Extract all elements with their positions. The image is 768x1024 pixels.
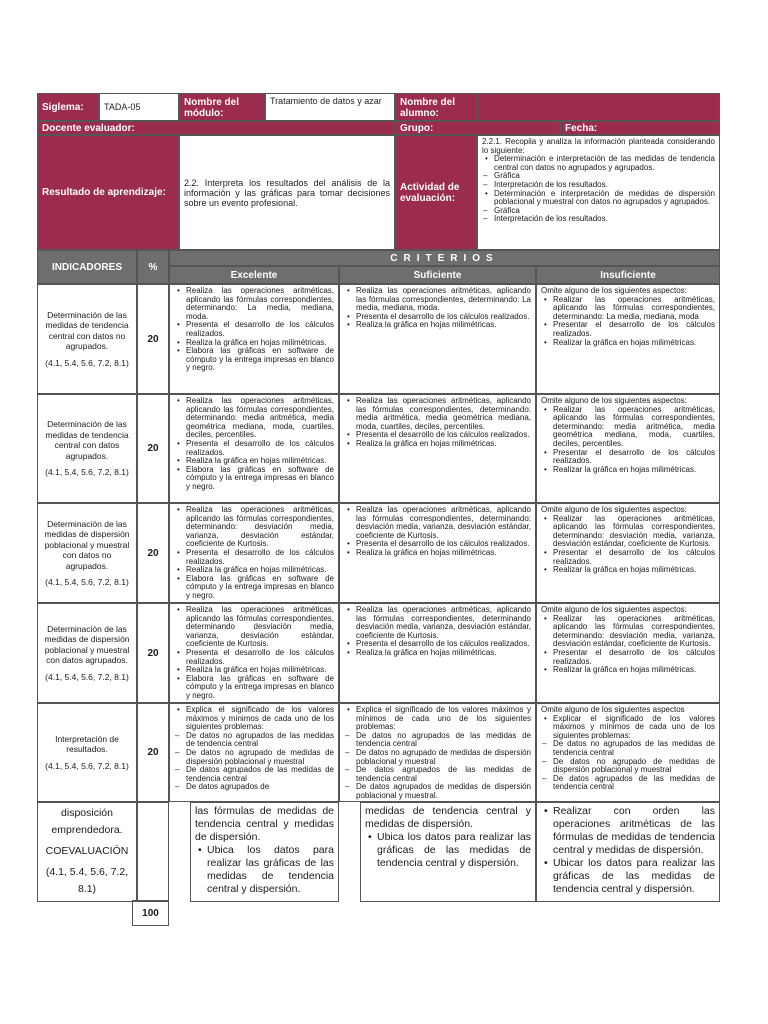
suficiente-list	[344, 506, 531, 558]
suficiente-item: – De datos no agrupado de medidas de dispersión poblacional y muestral	[356, 749, 531, 766]
fecha-label: Fecha:	[560, 121, 720, 135]
excelente-cell	[169, 284, 339, 394]
excelente-item: • Presenta el desarrollo de los cálculos realizados.	[186, 321, 334, 338]
indicator-cell	[37, 284, 137, 394]
final-insuficiente-list	[541, 805, 715, 896]
insuficiente-cell	[536, 394, 720, 503]
final-excelente-item: • Ubica los datos para realizar las gráficas de las medidas de tendencia central y dispersión.	[207, 844, 334, 896]
excelente-item: • Elabora las gráficas en software de cómputo y la entrega impresas en blanco y negro.	[186, 466, 334, 492]
insuficiente-lead: Omite alguno de los siguientes aspectos:	[541, 286, 687, 295]
indicator-code: (4.1, 5.4, 5.6, 7.2, 8.1)	[45, 671, 129, 682]
excelente-list	[174, 606, 334, 701]
percentage-cell: 20	[137, 603, 169, 703]
excelente-item: • Realiza la gráfica en hojas milimétricas.	[186, 666, 334, 675]
insuficiente-list	[541, 715, 715, 792]
total-percentage: 100	[132, 900, 169, 926]
insuficiente-item: • Realizar la gráfica en hojas milimétricas.	[553, 666, 715, 675]
excelente-list	[174, 397, 334, 492]
indicator-code: (4.1, 5.4, 5.6, 7.2, 8.1)	[45, 467, 129, 478]
alumno-value	[477, 93, 720, 121]
excelente-item: • Presenta el desarrollo de los cálculos realizados.	[186, 649, 334, 666]
insuficiente-list	[541, 406, 715, 475]
excelente-list	[174, 287, 334, 373]
insuficiente-item: • Realizar la gráfica en hojas milimétricas.	[553, 566, 715, 575]
resultado-label: Resultado de aprendizaje:	[37, 135, 179, 250]
suficiente-list	[344, 706, 531, 801]
final-insuficiente-item: • Ubicar los datos para realizar las gráficas de las medidas de tendencia central y dispersión.	[553, 857, 715, 896]
excelente-item: • Realiza las operaciones aritméticas, aplicando las fórmulas correspondientes, determinando: desviación media, varianza, desviación estándar, coeficiente de Kurtosis.	[186, 506, 334, 549]
resultado-text: 2.2. Interpreta los resultados del análisis de la información y las gráficas para tomar decisiones sobre un evento profesional.	[179, 135, 395, 250]
actividad-label: Actividad de evaluación:	[395, 135, 477, 250]
excelente-item: • Elabora las gráficas en software de cómputo y la entrega impresas en blanco y negro.	[186, 575, 334, 601]
insuficiente-list	[541, 515, 715, 575]
actividad-item: • Determinación e interpretación de medidas de dispersión poblacional y muestral con datos no agrupados y agrupados.	[494, 190, 715, 207]
excelente-cell	[169, 394, 339, 503]
actividad-lead: 2.2.1. Recopila y analiza la información planteada considerando lo siguiente:	[482, 137, 715, 155]
insuficiente-lead: Omite alguno de los siguientes aspectos:	[541, 396, 687, 405]
excelente-item: • Realiza la gráfica en hojas milimétricas.	[186, 566, 334, 575]
insuficiente-item: • Presentar el desarrollo de los cálculos realizados.	[553, 449, 715, 466]
suficiente-item: • Realiza las operaciones aritméticas, aplicando las fórmulas correspondientes, determinando: desviación media, varianza, desviación estándar, coeficiente de Kurtosis.	[356, 506, 531, 540]
excelente-item: – De datos agrupados de las medidas de tendencia central	[186, 766, 334, 783]
actividad-list	[482, 155, 715, 224]
excelente-item: • Presenta el desarrollo de los cálculos realizados.	[186, 549, 334, 566]
insuficiente-item: • Presentar el desarrollo de los cálculos realizados.	[553, 649, 715, 666]
suficiente-item: • Realiza la gráfica en hojas milimétricas.	[356, 440, 531, 449]
final-row-suficiente	[360, 802, 536, 902]
actividad-item: • Determinación e interpretación de las medidas de tendencia central con datos no agrupados y agrupados.	[494, 155, 715, 172]
insuficiente-item: – De datos agrupados de las medidas de tendencia central	[553, 775, 715, 792]
indicator-code: (4.1, 5.4, 5.6, 7.2, 8.1)	[45, 577, 129, 587]
excelente-item: • Elabora las gráficas en software de cómputo y la entrega impresas en blanco y negro.	[186, 347, 334, 373]
suficiente-item: • Presenta el desarrollo de los cálculos realizados.	[356, 431, 531, 440]
suficiente-item: • Presenta el desarrollo de los cálculos realizados.	[356, 640, 531, 649]
final-row-excelente	[190, 802, 339, 902]
final-indicator-line: 8.1)	[77, 883, 97, 895]
actividad-item: – Interpretación de los resultados.	[494, 215, 715, 224]
suficiente-cell	[339, 703, 536, 802]
final-suficiente-item: • Ubica los datos para realizar las gráficas de las medidas de tendencia central y dispersión.	[377, 831, 531, 870]
indicator-cell	[37, 394, 137, 503]
insuficiente-list	[541, 615, 715, 675]
actividad-item: – Gráfica	[494, 172, 715, 181]
final-suficiente-lead: medidas de tendencia central y medidas de dispersión.	[365, 805, 531, 830]
excelente-item: • Explica el significado de los valores máximos y mínimos de cada uno de los siguientes problemas:	[186, 706, 334, 732]
insuficiente-item: • Realizar las operaciones aritméticas, aplicando las fórmulas correspondientes, determinando: La media, mediana, moda	[553, 296, 715, 322]
suficiente-item: • Realiza la gráfica en hojas milimétricas.	[356, 649, 531, 658]
insuficiente-cell	[536, 603, 720, 703]
indicator-code: (4.1, 5.4, 5.6, 7.2, 8.1)	[45, 760, 129, 771]
insuficiente-item: • Explicar el significado de los valores máximos y mínimos de cada uno de los siguientes problemas:	[553, 715, 715, 741]
indicator-cell	[37, 703, 137, 802]
alumno-label: Nombre del alumno:	[395, 93, 477, 121]
excelente-cell	[169, 603, 339, 703]
suficiente-item: – De datos agrupados de medidas de dispersión poblacional y muestral.	[356, 783, 531, 800]
insuficiente-cell	[536, 503, 720, 603]
percentage-cell: 20	[137, 503, 169, 603]
final-insuficiente-item: • Realizar con orden las operaciones aritméticas de las fórmulas de medidas de tendencia central y medidas de dispersión.	[553, 805, 715, 857]
insuficiente-item: • Presentar el desarrollo de los cálculos realizados.	[553, 549, 715, 566]
excelente-item: • Realiza la gráfica en hojas milimétricas.	[186, 457, 334, 466]
indicator-code: (4.1, 5.4, 5.6, 7.2, 8.1)	[45, 357, 129, 368]
indicator-text: Interpretación de resultados.	[55, 733, 119, 755]
insuficiente-header: Insuficiente	[536, 266, 720, 284]
suficiente-item: • Presenta el desarrollo de los cálculos realizados.	[356, 313, 531, 322]
suficiente-list	[344, 397, 531, 449]
criterios-header: CRITERIOS	[169, 250, 720, 266]
excelente-header: Excelente	[169, 266, 339, 284]
excelente-item: • Realiza las operaciones aritméticas, aplicando las fórmulas correspondientes, determinando desviación media, varianza, desviación estándar, coeficiente de Kurtosis.	[186, 606, 334, 649]
grupo-label: Grupo:	[395, 121, 560, 135]
indicadores-header: INDICADORES	[37, 250, 137, 284]
suficiente-list	[344, 606, 531, 658]
final-row-pct	[137, 802, 169, 902]
insuficiente-lead: Omite alguno de los siguientes aspectos:	[541, 505, 687, 514]
excelente-item: – De datos no agrupado de medidas de dispersión poblacional y muestral	[186, 749, 334, 766]
final-suficiente-list	[365, 831, 531, 870]
insuficiente-list	[541, 296, 715, 348]
suficiente-header: Suficiente	[339, 266, 536, 284]
excelente-item: – De datos agrupados de	[186, 783, 334, 792]
excelente-item: • Presenta el desarrollo de los cálculos realizados.	[186, 440, 334, 457]
final-indicator-line: disposición	[61, 807, 113, 819]
suficiente-cell	[339, 394, 536, 503]
indicator-text: Determinación de las medidas de dispersión poblacional y muestral con datos agrupados.	[44, 623, 130, 666]
suficiente-cell	[339, 503, 536, 603]
percentage-cell: 20	[137, 703, 169, 802]
excelente-cell	[169, 703, 339, 802]
suficiente-item: • Realiza las operaciones aritméticas, aplicando las fórmulas correspondientes, determinando desviación media, varianza, desviación estándar, coeficiente de Kurtosis.	[356, 606, 531, 640]
suficiente-item: • Explica el significado de los valores máximos y mínimos de cada uno de los siguientes problemas:	[356, 706, 531, 732]
excelente-list	[174, 706, 334, 792]
actividad-item: – Interpretación de los resultados.	[494, 181, 715, 190]
insuficiente-item: • Realizar la gráfica en hojas milimétricas.	[553, 339, 715, 348]
modulo-label: Nombre del módulo:	[179, 93, 265, 121]
actividad-item: – Gráfica	[494, 207, 715, 216]
excelente-list	[174, 506, 334, 601]
suficiente-item: – De datos no agrupados de las medidas de tendencia central	[356, 732, 531, 749]
final-row-insuficiente	[536, 802, 720, 902]
excelente-item: – De datos no agrupados de las medidas de tendencia central	[186, 732, 334, 749]
insuficiente-item: • Realizar las operaciones aritméticas, aplicando las fórmulas correspondientes, determinando: media aritmética, media geométrica mediana, moda, cuartiles, deciles, percentiles.	[553, 406, 715, 449]
insuficiente-item: • Presentar el desarrollo de los cálculos realizados.	[553, 321, 715, 338]
indicator-cell	[37, 603, 137, 703]
final-excelente-lead: las fórmulas de medidas de tendencia central y medidas de dispersión.	[195, 805, 334, 843]
insuficiente-cell	[536, 284, 720, 394]
final-indicator-line: COEVALUACIÓN	[45, 845, 129, 857]
suficiente-cell	[339, 603, 536, 703]
suficiente-item: • Presenta el desarrollo de los cálculos realizados.	[356, 540, 531, 549]
insuficiente-cell	[536, 703, 720, 802]
indicator-text: Determinación de las medidas de dispersión poblacional y muestral con datos no agrupados.	[44, 518, 130, 571]
excelente-item: • Elabora las gráficas en software de cómputo y la entrega impresas en blanco y negro.	[186, 675, 334, 701]
indicator-cell	[37, 503, 137, 603]
suficiente-item: – De datos agrupados de las medidas de tendencia central	[356, 766, 531, 783]
indicator-text: Determinación de las medidas de tendencia central con datos agrupados.	[45, 419, 129, 461]
suficiente-cell	[339, 284, 536, 394]
insuficiente-item: • Realizar la gráfica en hojas milimétricas.	[553, 466, 715, 475]
suficiente-item: • Realiza la gráfica en hojas milimétricas.	[356, 321, 531, 330]
suficiente-item: • Realiza la gráfica en hojas milimétricas.	[356, 549, 531, 558]
excelente-item: • Realiza la gráfica en hojas milimétricas.	[186, 339, 334, 348]
suficiente-item: • Realiza las operaciones aritméticas, aplicando las fórmulas correspondientes, determinando: media aritmética, media geométrica mediana, moda, cuartiles, deciles, percentiles.	[356, 397, 531, 431]
insuficiente-lead: Omite alguno de los siguientes aspectos	[541, 705, 685, 714]
insuficiente-item: • Realizar las operaciones aritméticas, aplicando las fórmulas correspondientes, determinando: desviación media, varianza, desviación estándar, coeficiente de Kurtosis.	[553, 515, 715, 549]
final-excelente-list	[195, 844, 334, 896]
sigla-label: Siglema:	[37, 93, 99, 121]
actividad-text	[477, 135, 720, 250]
excelente-item: • Realiza las operaciones aritméticas, aplicando las fórmulas correspondientes, determinando: media aritmética, media geométrica mediana, moda, cuartiles, deciles, percentiles.	[186, 397, 334, 440]
sigla-value: TADA-05	[99, 93, 179, 121]
modulo-value: Tratamiento de datos y azar	[265, 93, 395, 121]
insuficiente-item: – De datos no agrupado de medidas de dispersión poblacional y muestral	[553, 758, 715, 775]
excelente-cell	[169, 503, 339, 603]
suficiente-item: • Realiza las operaciones aritméticas, aplicando las fórmulas correspondientes, determinando: La media, mediana, moda.	[356, 287, 531, 313]
insuficiente-item: – De datos no agrupados de las medidas de tendencia central	[553, 740, 715, 757]
final-indicator-line: emprendedora.	[51, 824, 123, 836]
percentage-cell: 20	[137, 284, 169, 394]
final-row-indicator	[37, 802, 137, 902]
suficiente-list	[344, 287, 531, 330]
docente-label: Docente evaluador:	[37, 121, 395, 135]
pct-header: %	[137, 250, 169, 284]
excelente-item: • Realiza las operaciones aritméticas, aplicando las fórmulas correspondientes, determinando: La media, mediana, moda.	[186, 287, 334, 321]
indicator-text: Determinación de las medidas de tendencia central con datos no agrupados.	[45, 309, 129, 352]
final-indicator-line: (4.1, 5.4, 5.6, 7.2,	[45, 866, 129, 878]
percentage-cell: 20	[137, 394, 169, 503]
insuficiente-lead: Omite alguno de los siguientes aspectos:	[541, 605, 687, 614]
insuficiente-item: • Realizar las operaciones aritméticas, aplicando las fórmulas correspondientes, determinando: desviación media, varianza, desviación estándar, coeficiente de Kurtosis.	[553, 615, 715, 649]
